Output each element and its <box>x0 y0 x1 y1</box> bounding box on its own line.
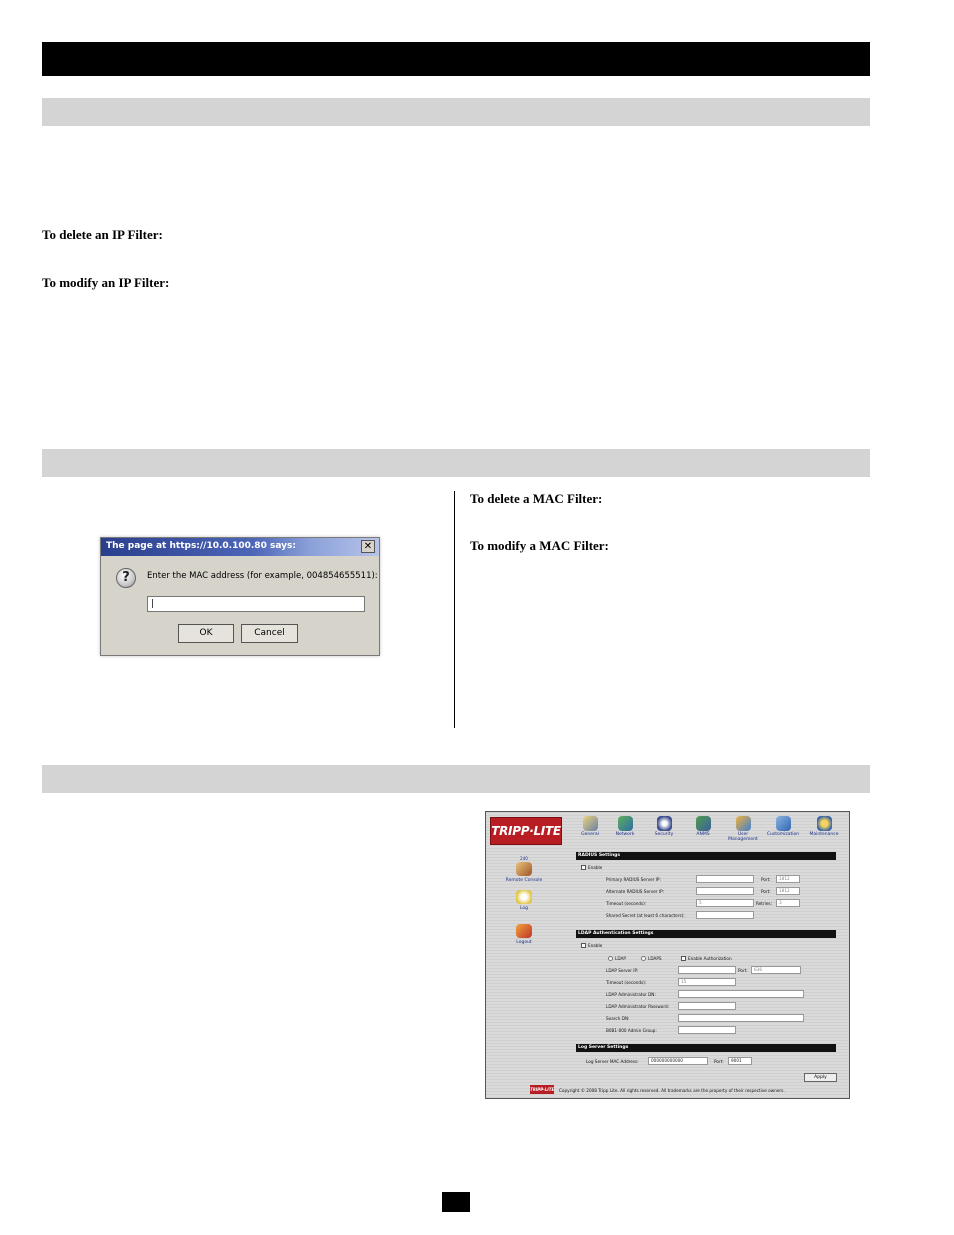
security-icon <box>657 816 672 831</box>
ldap-port-label: Port: <box>738 968 748 973</box>
page-number-tab <box>442 1192 470 1212</box>
log-server-mac-input[interactable]: 000000000000 <box>648 1057 708 1065</box>
alternate-radius-label: Alternate RADIUS Server IP: <box>606 889 665 894</box>
dialog-title-bar <box>101 538 379 556</box>
logout-icon <box>516 924 532 938</box>
primary-radius-label: Primary RADIUS Server IP: <box>606 877 661 882</box>
ldap-radio-label: LDAP <box>615 956 626 961</box>
ldap-server-input[interactable] <box>678 966 736 974</box>
admin-group-input[interactable] <box>678 1026 736 1034</box>
enable-authorization-label: Enable Authorization <box>688 956 732 961</box>
ldap-port-input[interactable]: 636 <box>751 966 801 974</box>
log-server-header: Log Server Settings <box>576 1044 836 1052</box>
shared-secret-label: Shared Secret (at least 6 characters): <box>606 913 685 918</box>
close-icon[interactable]: ✕ <box>361 540 375 553</box>
maintenance-icon <box>817 816 832 831</box>
radius-retries-label: Retries: <box>756 901 772 906</box>
ldap-settings-header: LDAP Authentication Settings <box>576 930 836 938</box>
ldap-admin-password-input[interactable] <box>678 1002 736 1010</box>
nav-general[interactable]: General <box>570 816 610 838</box>
ldaps-radio[interactable] <box>641 956 646 961</box>
network-icon <box>618 816 633 831</box>
nav-maintenance[interactable]: Maintenance <box>804 816 844 838</box>
modify-mac-filter-label: To modify a MAC Filter: <box>470 538 609 553</box>
delete-mac-filter-label: To delete a MAC Filter: <box>470 491 603 506</box>
primary-port-input[interactable]: 1812 <box>776 875 800 883</box>
admin-settings-screenshot <box>485 811 850 1099</box>
side-logout[interactable]: Logout <box>500 924 548 945</box>
ldap-timeout-label: Timeout (seconds): <box>606 980 647 985</box>
ldap-admin-dn-input[interactable] <box>678 990 804 998</box>
footer-logo: TRIPP·LITE <box>530 1087 555 1092</box>
ok-button[interactable]: OK <box>178 624 234 643</box>
alternate-port-label: Port: <box>761 889 771 894</box>
dialog-title: The page at https://10.0.100.80 says: <box>106 541 296 551</box>
nav-security[interactable]: Security <box>644 816 684 838</box>
apply-button[interactable]: Apply <box>804 1073 837 1082</box>
side-remote-console[interactable]: 240 Remote Console <box>505 856 543 883</box>
nav-customization[interactable]: Customization <box>763 816 803 838</box>
search-dn-label: Search DN: <box>606 1016 630 1021</box>
ldap-enable-checkbox[interactable] <box>581 943 586 948</box>
search-dn-input[interactable] <box>678 1014 804 1022</box>
nav-network[interactable]: Network <box>605 816 645 838</box>
nav-anms[interactable]: ANMS <box>683 816 723 838</box>
tripp-lite-logo: TRIPP·LITE <box>490 817 562 845</box>
radius-enable-label: Enable <box>588 865 603 870</box>
primary-port-label: Port: <box>761 877 771 882</box>
chapter-header-bar <box>42 42 870 76</box>
mac-address-prompt-dialog <box>100 537 380 656</box>
shared-secret-input[interactable] <box>696 911 754 919</box>
general-icon <box>583 816 598 831</box>
section-bar-authentication <box>42 765 870 793</box>
section-bar-mac-filter <box>42 449 870 477</box>
ldap-admin-dn-label: LDAP Administrator DN: <box>606 992 656 997</box>
nav-user-management[interactable]: User Management <box>723 816 763 843</box>
console-icon <box>516 862 532 876</box>
log-server-port-input[interactable]: 9001 <box>728 1057 752 1065</box>
log-server-mac-label: Log Server MAC Address: <box>586 1059 639 1064</box>
ldap-server-label: LDAP Server IP: <box>606 968 639 973</box>
radius-enable-checkbox[interactable] <box>581 865 586 870</box>
ldaps-radio-label: LDAPS <box>648 956 662 961</box>
ldap-admin-password-label: LDAP Administrator Password: <box>606 1004 670 1009</box>
log-icon <box>516 890 532 904</box>
remote-console-caption: 240 <box>520 856 528 861</box>
ldap-enable-label: Enable <box>588 943 603 948</box>
section-bar-ip-filter <box>42 98 870 126</box>
dialog-message: Enter the MAC address (for example, 004854655511): <box>147 571 378 581</box>
copyright-text: Copyright © 2008 Tripp Lite. All rights reserved. All trademarks are the property of their respective owners. <box>559 1088 785 1093</box>
anms-icon <box>696 816 711 831</box>
radius-settings-header: RADIUS Settings <box>576 852 836 860</box>
alternate-radius-input[interactable] <box>696 887 754 895</box>
enable-authorization-checkbox[interactable] <box>681 956 686 961</box>
modify-ip-filter-label: To modify an IP Filter: <box>42 275 170 290</box>
wrench-icon <box>776 816 791 831</box>
ldap-timeout-input[interactable]: 15 <box>678 978 736 986</box>
admin-group-label: B0B1-000 Admin Group: <box>606 1028 657 1033</box>
delete-ip-filter-label: To delete an IP Filter: <box>42 227 163 242</box>
column-divider <box>454 491 455 728</box>
mac-address-input[interactable]: | <box>147 596 365 612</box>
side-log[interactable]: Log <box>500 890 548 911</box>
log-server-port-label: Port: <box>714 1059 724 1064</box>
question-icon: ? <box>116 568 136 588</box>
radius-retries-input[interactable]: 3 <box>776 899 800 907</box>
radius-timeout-input[interactable]: 5 <box>696 899 754 907</box>
ldap-radio[interactable] <box>608 956 613 961</box>
radius-timeout-label: Timeout (seconds): <box>606 901 647 906</box>
users-icon <box>736 816 751 831</box>
alternate-port-input[interactable]: 1812 <box>776 887 800 895</box>
primary-radius-input[interactable] <box>696 875 754 883</box>
cancel-button[interactable]: Cancel <box>241 624 298 643</box>
